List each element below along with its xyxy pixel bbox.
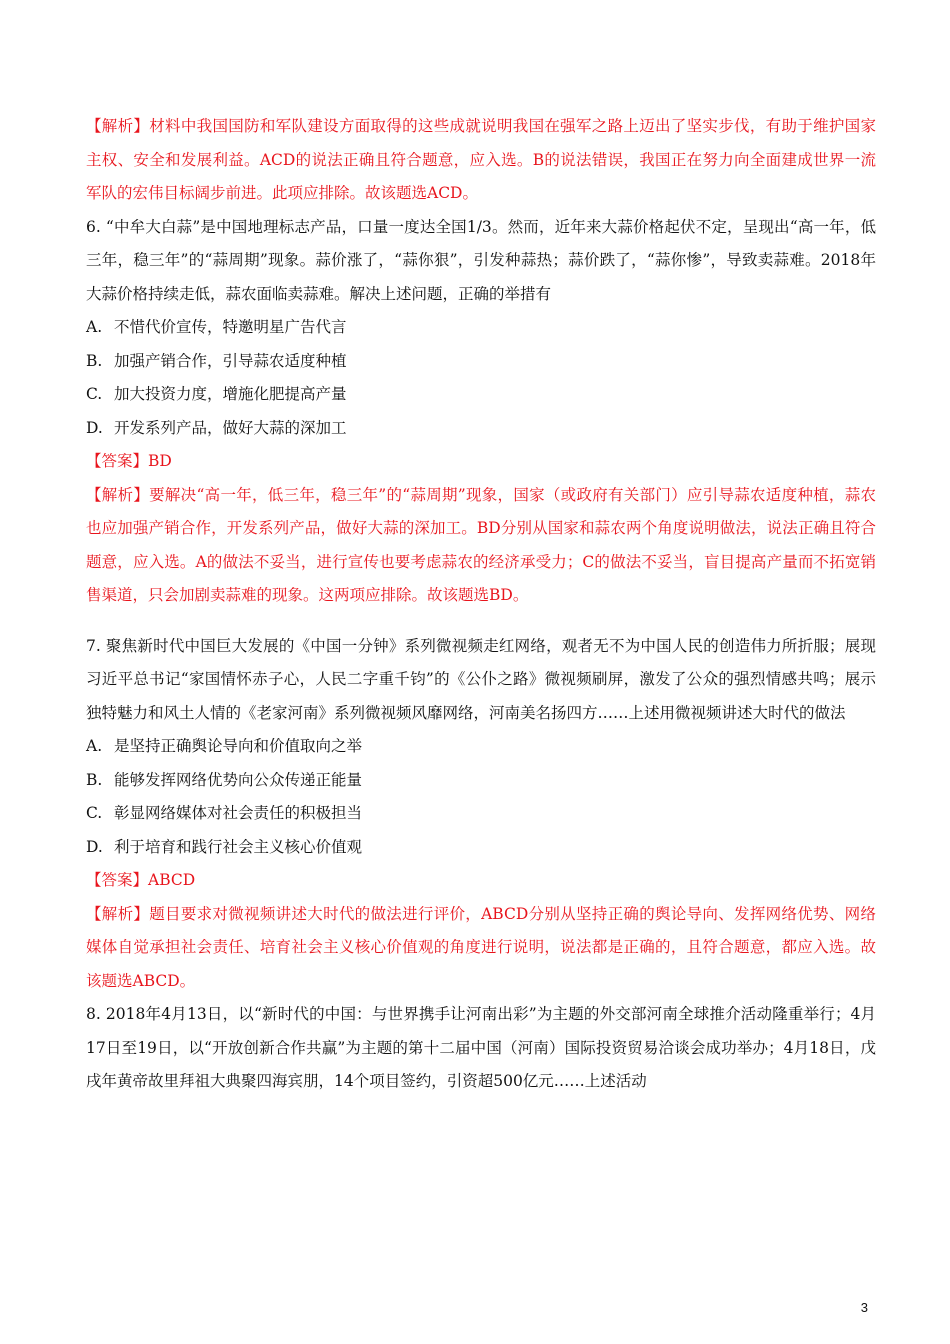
option-text: 开发系列产品，做好大蒜的深加工 (114, 418, 347, 437)
option-letter: D. (86, 837, 103, 856)
q7-option-d (86, 831, 876, 865)
q5-analysis-tag: 【解析】 (86, 117, 150, 135)
option-text: 加强产销合作，引导蒜农适度种植 (114, 351, 347, 370)
option-letter: A. (86, 737, 103, 755)
option-text: 彰显网络媒体对社会责任的积极担当 (114, 804, 363, 822)
option-letter: C. (86, 385, 103, 403)
q7-analysis-text: 题目要求对微视频讲述大时代的做法进行评价，ABCD分别从坚持正确的舆论导向、发挥网络优势、网络媒体自觉承担社会责任、培育社会主义核心价值观的角度进行说明，说法都是正确的，且符合题意，都应入选。故该题选ABCD。 (86, 904, 876, 990)
option-letter: C. (86, 804, 103, 822)
q6-option-a (86, 311, 876, 345)
q7-option-a (86, 730, 876, 764)
q6-option-b (86, 345, 876, 379)
q7-analysis (86, 898, 876, 999)
option-text: 加大投资力度，增施化肥提高产量 (114, 385, 347, 403)
q5-analysis-text: 材料中我国国防和军队建设方面取得的这些成就说明我国在强军之路上迈出了坚实步伐，有助于维护国家主权、安全和发展利益。ACD的说法正确且符合题意，应入选。B的说法错误，我国正在努力向全面建成世界一流军队的宏伟目标阔步前进。此项应排除。故该题选ACD。 (86, 117, 876, 202)
q6-analysis-tag: 【解析】 (86, 485, 150, 504)
q7-stem: 7. 聚焦新时代中国巨大发展的《中国一分钟》系列微视频走红网络，观者无不为中国人民的创造伟力所折服；展现习近平总书记“家国情怀赤子心，人民二字重千钧”的《公仆之路》微视频刷屏，激发了公众的强烈情感共鸣；展示独特魅力和风土人情的《老家河南》系列微视频风靡网络，河南美名扬四方……上述用微视频讲述大时代的做法 (86, 636, 876, 722)
page-content (86, 110, 876, 1099)
q7-analysis-tag: 【解析】 (86, 904, 150, 923)
q6-analysis (86, 479, 876, 613)
q7-answer-tag: 【答案】 (86, 871, 149, 889)
q7-option-b (86, 764, 876, 798)
q6-stem: 6. “中牟大白蒜”是中国地理标志产品，口量一度达全国1/3。然而，近年来大蒜价格起伏不定，呈现出“高一年，低三年，稳三年”的“蒜周期”现象。蒜价涨了，“蒜你狠”，引发种蒜热；蒜价跌了，“蒜你惨”，导致卖蒜难。2018年大蒜价格持续走低，蒜农面临卖蒜难。解决上述问题，正确的举措有 (86, 217, 876, 303)
option-letter: A. (86, 318, 103, 336)
q6-answer-tag: 【答案】 (86, 452, 149, 470)
option-letter: B. (86, 770, 103, 789)
option-letter: B. (86, 351, 103, 370)
q5-analysis (86, 110, 876, 211)
q6-option-c (86, 378, 876, 412)
option-text: 能够发挥网络优势向公众传递正能量 (114, 770, 363, 789)
page-number: 3 (860, 1300, 868, 1315)
q6-answer (86, 445, 876, 479)
option-text: 是坚持正确舆论导向和价值取向之举 (114, 737, 363, 755)
option-letter: D. (86, 418, 103, 437)
option-text: 利于培育和践行社会主义核心价值观 (114, 837, 363, 856)
q7-option-c (86, 797, 876, 831)
q6-analysis-text: 要解决“高一年，低三年，稳三年”的“蒜周期”现象，国家（或政府有关部门）应引导蒜农适度种植，蒜农也应加强产销合作，开发系列产品，做好大蒜的深加工。BD分别从国家和蒜农两个角度说明做法，说法正确且符合题意，应入选。A的做法不妥当，进行宣传也要考虑蒜农的经济承受力；C的做法不妥当，盲目提高产量而不拓宽销售渠道，只会加剧卖蒜难的现象。这两项应排除。故该题选BD。 (86, 485, 876, 604)
q6-answer-value: BD (148, 452, 172, 470)
option-text: 不惜代价宣传，特邀明星广告代言 (114, 318, 347, 336)
q6-option-d (86, 412, 876, 446)
q7-answer (86, 864, 876, 898)
q7-answer-value: ABCD (148, 871, 196, 889)
spacer (86, 613, 876, 630)
q8-stem: 8. 2018年4月13日，以“新时代的中国：与世界携手让河南出彩”为主题的外交部河南全球推介活动隆重举行；4月17日至19日，以“开放创新合作共赢”为主题的第十二届中国（河南）国际投资贸易洽谈会成功举办；4月18日，戊戌年黄帝故里拜祖大典聚四海宾朋，14个项目签约，引资超500亿元……上述活动 (86, 1005, 876, 1090)
